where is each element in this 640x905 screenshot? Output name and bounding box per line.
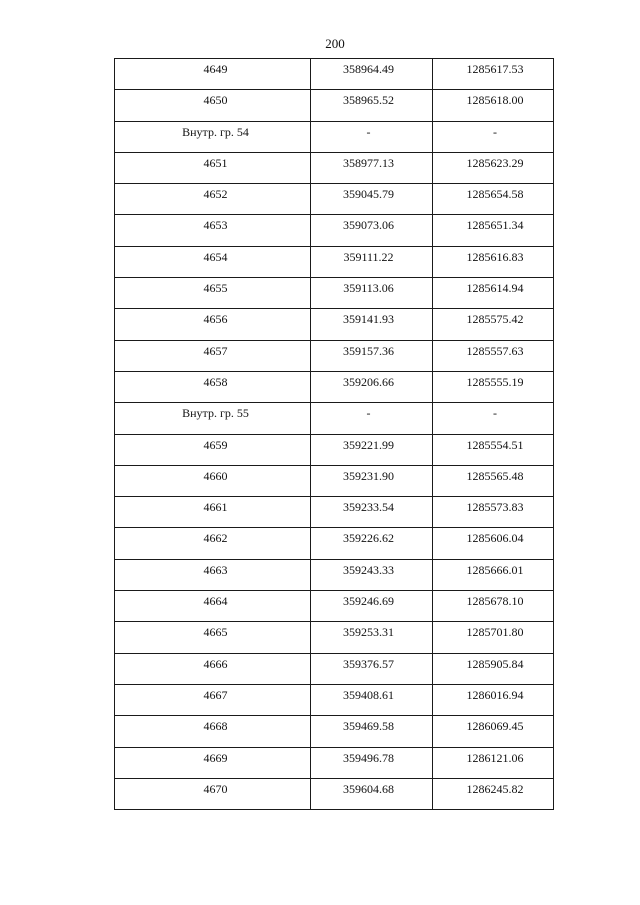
table-row <box>115 371 554 402</box>
point-cell: 4659 <box>115 434 311 465</box>
table-row <box>115 278 554 309</box>
y-coordinate-cell: 1285614.94 <box>433 278 554 309</box>
table-row <box>115 309 554 340</box>
table-row <box>115 497 554 528</box>
point-cell: 4661 <box>115 497 311 528</box>
x-coordinate-cell: 359376.57 <box>311 653 433 684</box>
point-cell: 4664 <box>115 591 311 622</box>
point-cell: 4658 <box>115 371 311 402</box>
point-cell: 4657 <box>115 340 311 371</box>
y-coordinate-cell: 1285565.48 <box>433 465 554 496</box>
coordinates-table <box>114 58 554 810</box>
table-row <box>115 152 554 183</box>
x-coordinate-cell: 359408.61 <box>311 684 433 715</box>
x-coordinate-cell: 359157.36 <box>311 340 433 371</box>
x-coordinate-cell: 359469.58 <box>311 716 433 747</box>
point-cell: 4670 <box>115 778 311 809</box>
x-coordinate-cell: - <box>311 403 433 434</box>
x-coordinate-cell: 359243.33 <box>311 559 433 590</box>
y-coordinate-cell: 1285617.53 <box>433 59 554 90</box>
table-row <box>115 778 554 809</box>
point-cell: 4669 <box>115 747 311 778</box>
y-coordinate-cell: 1285651.34 <box>433 215 554 246</box>
y-coordinate-cell: 1285666.01 <box>433 559 554 590</box>
table-row <box>115 403 554 434</box>
table-row <box>115 716 554 747</box>
x-coordinate-cell: 359246.69 <box>311 591 433 622</box>
x-coordinate-cell: 359231.90 <box>311 465 433 496</box>
x-coordinate-cell: 358964.49 <box>311 59 433 90</box>
table-row <box>115 684 554 715</box>
table-row <box>115 528 554 559</box>
x-coordinate-cell: 359111.22 <box>311 246 433 277</box>
x-coordinate-cell: 359226.62 <box>311 528 433 559</box>
x-coordinate-cell: - <box>311 121 433 152</box>
y-coordinate-cell: 1286121.06 <box>433 747 554 778</box>
y-coordinate-cell: 1285654.58 <box>433 184 554 215</box>
y-coordinate-cell: 1285618.00 <box>433 90 554 121</box>
x-coordinate-cell: 359233.54 <box>311 497 433 528</box>
y-coordinate-cell: - <box>433 121 554 152</box>
table-row <box>115 121 554 152</box>
y-coordinate-cell: 1286245.82 <box>433 778 554 809</box>
point-cell: 4651 <box>115 152 311 183</box>
point-cell: Внутр. гр. 55 <box>115 403 311 434</box>
table-row <box>115 559 554 590</box>
table-row <box>115 59 554 90</box>
y-coordinate-cell: 1285554.51 <box>433 434 554 465</box>
table-row <box>115 90 554 121</box>
y-coordinate-cell: - <box>433 403 554 434</box>
table-row <box>115 591 554 622</box>
x-coordinate-cell: 359221.99 <box>311 434 433 465</box>
point-cell: 4663 <box>115 559 311 590</box>
point-cell: 4652 <box>115 184 311 215</box>
table-row <box>115 747 554 778</box>
x-coordinate-cell: 359604.68 <box>311 778 433 809</box>
table-row <box>115 465 554 496</box>
x-coordinate-cell: 359206.66 <box>311 371 433 402</box>
point-cell: 4666 <box>115 653 311 684</box>
y-coordinate-cell: 1286069.45 <box>433 716 554 747</box>
point-cell: Внутр. гр. 54 <box>115 121 311 152</box>
table-row <box>115 184 554 215</box>
table-row <box>115 653 554 684</box>
table-row <box>115 340 554 371</box>
page-number: 200 <box>325 36 345 51</box>
y-coordinate-cell: 1285557.63 <box>433 340 554 371</box>
point-cell: 4654 <box>115 246 311 277</box>
point-cell: 4662 <box>115 528 311 559</box>
point-cell: 4668 <box>115 716 311 747</box>
point-cell: 4649 <box>115 59 311 90</box>
y-coordinate-cell: 1285905.84 <box>433 653 554 684</box>
x-coordinate-cell: 359496.78 <box>311 747 433 778</box>
y-coordinate-cell: 1285701.80 <box>433 622 554 653</box>
y-coordinate-cell: 1285606.04 <box>433 528 554 559</box>
y-coordinate-cell: 1285575.42 <box>433 309 554 340</box>
table-row <box>115 246 554 277</box>
point-cell: 4653 <box>115 215 311 246</box>
point-cell: 4650 <box>115 90 311 121</box>
y-coordinate-cell: 1285678.10 <box>433 591 554 622</box>
y-coordinate-cell: 1285616.83 <box>433 246 554 277</box>
y-coordinate-cell: 1285573.83 <box>433 497 554 528</box>
table-row <box>115 434 554 465</box>
point-cell: 4665 <box>115 622 311 653</box>
x-coordinate-cell: 359073.06 <box>311 215 433 246</box>
y-coordinate-cell: 1286016.94 <box>433 684 554 715</box>
x-coordinate-cell: 359253.31 <box>311 622 433 653</box>
x-coordinate-cell: 359045.79 <box>311 184 433 215</box>
point-cell: 4660 <box>115 465 311 496</box>
point-cell: 4667 <box>115 684 311 715</box>
y-coordinate-cell: 1285623.29 <box>433 152 554 183</box>
x-coordinate-cell: 359141.93 <box>311 309 433 340</box>
table-row <box>115 622 554 653</box>
coordinates-table-body <box>115 59 554 810</box>
x-coordinate-cell: 358965.52 <box>311 90 433 121</box>
y-coordinate-cell: 1285555.19 <box>433 371 554 402</box>
x-coordinate-cell: 358977.13 <box>311 152 433 183</box>
point-cell: 4656 <box>115 309 311 340</box>
table-row <box>115 215 554 246</box>
x-coordinate-cell: 359113.06 <box>311 278 433 309</box>
point-cell: 4655 <box>115 278 311 309</box>
